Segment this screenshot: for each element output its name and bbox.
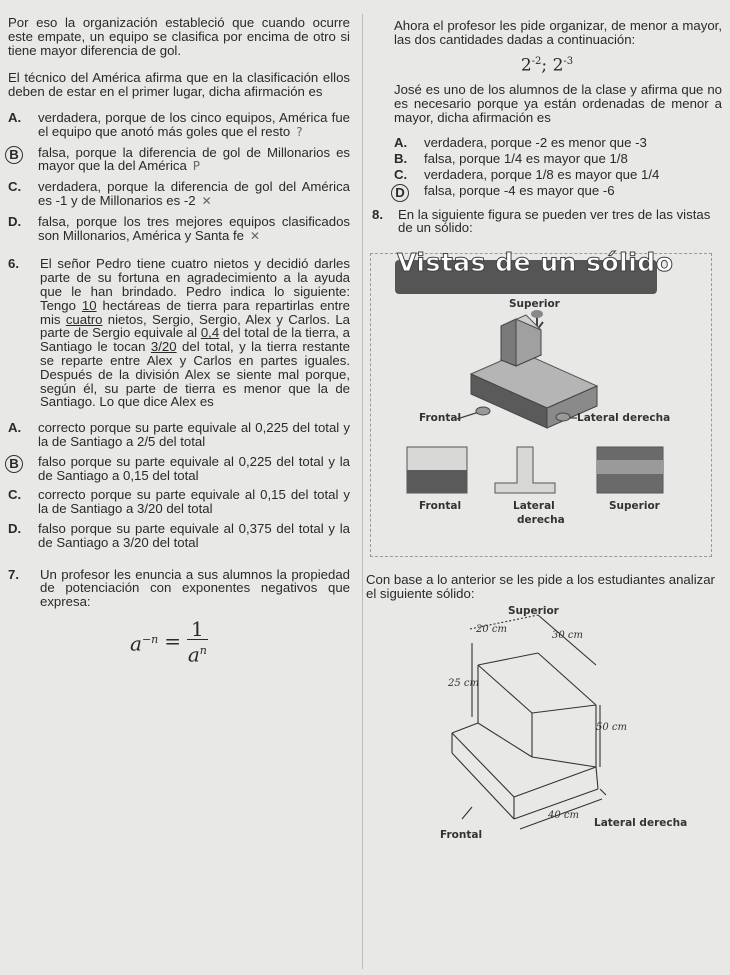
q8-text: En la siguiente figura se pueden ver tres de las vistas de un sólido: [398, 206, 711, 236]
dim-40-label: 40 cm [548, 809, 579, 821]
q6-text-3: nietos, Sergio, Sergio, Alex y Carlos. La parte de Sergio equivale al [40, 311, 350, 341]
superior-view-label: Superior [609, 500, 660, 513]
answer-option[interactable] [8, 455, 350, 483]
answer-text-content: verdadera, porque 1/8 es mayor que 1/4 [424, 167, 660, 183]
q6-hectares: 10 [81, 297, 97, 313]
solid-edge [532, 705, 596, 713]
answer-text [38, 111, 350, 140]
left-column [8, 16, 350, 666]
powers-expression [372, 55, 722, 76]
answer-text [424, 136, 722, 150]
answer-text-content: verdadera, porque la diferencia de gol del América es -1 y de Millonarios es -2 [38, 179, 350, 208]
solid-frontal-label: Frontal [440, 828, 483, 841]
q6-text-5: del total, y la tierra restante se reparte entre Alex y Carlos en partes iguales. Después de la división Alex se siente mal porque, según él, su parte de tierra es menor que la de Santiago. Lo que dice Alex es [40, 339, 350, 410]
question-7 [8, 568, 350, 666]
answer-option[interactable] [8, 522, 350, 550]
answer-option[interactable] [394, 168, 722, 182]
q6-text-4: del total de la tierra, a Santiago le tocan [40, 325, 351, 355]
question-6 [8, 257, 350, 409]
answer-text [424, 184, 722, 198]
solid-edge [478, 665, 532, 713]
negative-exponent-formula [130, 616, 350, 667]
solid-edge [452, 753, 514, 819]
answer-option[interactable] [394, 184, 722, 198]
lateral-view-label-2: derecha [517, 514, 565, 527]
answer-text [38, 215, 350, 244]
answer-text-content: verdadera, porque -2 es menor que -3 [424, 135, 647, 151]
formula-numerator: 1 [187, 619, 208, 640]
answer-text-content: falsa, porque 1/4 es mayor que 1/8 [424, 151, 628, 167]
answer-option[interactable] [8, 111, 350, 140]
answer-letter-circled: B [5, 455, 23, 473]
frontal-view-label: Frontal [419, 500, 462, 513]
answer-text-content: falsa, porque -4 es mayor que -6 [424, 182, 615, 198]
handwritten-mark: ✕ [201, 193, 212, 208]
q6-text-1: El señor Pedro tiene cuatro nietos y decidió darles parte de su fortuna en agradecimiento a la ayuda que le han brindado. Pedro indica lo siguiente: Tengo [40, 256, 350, 313]
q6-text [40, 257, 350, 409]
answer-text [38, 146, 350, 175]
frontal-label: Frontal [419, 412, 462, 425]
dim-30-label: 30 cm [552, 629, 583, 641]
answer-text [424, 152, 722, 166]
analysis-text: Con base a lo anterior se les pide a los estudiantes analizar el siguiente sólido: [366, 572, 715, 602]
solid-edge [538, 653, 596, 705]
answer-text [424, 168, 722, 182]
formula-lhs-base: a [130, 631, 142, 656]
figure-title: Vistas de un sólido [397, 248, 674, 278]
block-front-face [501, 319, 516, 366]
q7-number: 7. [8, 566, 19, 582]
handwritten-mark: P [192, 159, 201, 174]
answer-letter: A. [8, 420, 22, 436]
frontal-eye-icon [476, 407, 490, 415]
answer-text-content: falsa, porque la diferencia de gol de Millonarios es mayor que la del América [38, 144, 350, 174]
power-2-exp: -3 [563, 55, 574, 67]
q7-continuation: Ahora el profesor les pide organizar, de menor a mayor, las dos cantidades dadas a continuación: [394, 18, 722, 47]
lateral-view-label-1: Lateral [513, 500, 555, 513]
question-8 [372, 208, 722, 236]
solid-diagram [372, 604, 712, 867]
answer-letter: C. [394, 167, 408, 183]
q6-text-2: hectáreas de tierra para repartirlas entre mis [40, 297, 350, 327]
answer-text-content: correcto porque su parte equivale al 0,225 del total y la de Santiago a 2/5 del total [38, 420, 350, 449]
answer-letter-circled: B [5, 146, 23, 164]
answer-text [38, 455, 350, 483]
solid-edge [532, 757, 596, 767]
q6-sergio-part: 0,4 [200, 325, 220, 341]
answer-option[interactable] [394, 152, 722, 166]
answer-text-content: falso porque su parte equivale al 0,225 del total y la de Santiago a 0,15 del total [38, 453, 350, 483]
column-divider [362, 14, 363, 969]
q8-number: 8. [372, 206, 383, 222]
answer-option[interactable] [8, 215, 350, 244]
q6-santiago-part: 3/20 [150, 339, 177, 355]
dim-25-label: 25 cm [448, 677, 479, 689]
answer-letter: A. [394, 135, 408, 151]
power-1-exp: -2 [531, 55, 542, 67]
superior-view-band [597, 460, 663, 474]
formula-equals: = [164, 629, 182, 654]
answer-letter: D. [8, 213, 22, 229]
answer-option[interactable] [8, 421, 350, 449]
lateral-derecha-label: Lateral derecha [577, 412, 671, 425]
answer-text [38, 522, 350, 550]
answer-option[interactable] [394, 136, 722, 150]
superior-label: Superior [509, 298, 560, 311]
answer-option[interactable] [8, 146, 350, 175]
solid-edge [596, 767, 598, 789]
formula-lhs-exp: −n [141, 632, 159, 646]
power-2-base: 2 [552, 55, 564, 76]
solid-edge [478, 723, 532, 757]
answer-text-content: verdadera, porque de los cinco equipos, América fue el equipo que anotó más goles que el resto [38, 109, 350, 139]
lateral-arrow [600, 789, 606, 795]
lateral-view-shape [495, 447, 555, 493]
lateral-eye-icon [556, 413, 570, 421]
answer-option[interactable] [8, 180, 350, 209]
answer-letter-circled: D [391, 184, 409, 202]
answer-text-content: falsa, porque los tres mejores equipos clasificados son Millonarios, América y Santa fe [38, 213, 350, 243]
solid-superior-label: Superior [508, 604, 559, 617]
formula-denominator [188, 640, 207, 666]
q7-text: Un profesor les enuncia a sus alumnos la propiedad de potenciación con exponentes negativos que expresa: [40, 566, 350, 610]
right-column [366, 18, 722, 867]
solid-lateral-label: Lateral derecha [594, 816, 688, 829]
solid-edge [514, 767, 596, 797]
answer-text-content: correcto porque su parte equivale al 0,15 del total y la de Santiago a 3/20 del total [38, 487, 350, 517]
q6-grandchildren: cuatro [65, 311, 103, 327]
q5-options [8, 111, 350, 243]
formula-lhs [130, 631, 159, 656]
handwritten-mark: ? [296, 124, 303, 139]
formula-den-exp: n [199, 643, 207, 657]
answer-letter: B. [394, 151, 408, 167]
solid-views-figure [370, 248, 712, 557]
solid-edge [452, 733, 514, 797]
answer-text [38, 488, 350, 516]
answer-letter: D. [8, 520, 22, 536]
q5-claim: El técnico del América afirma que en la clasificación ellos deben de estar en el primer lugar, dicha afirmación es [8, 70, 350, 100]
jose-statement: José es uno de los alumnos de la clase y afirma que no es necesario porque ya están ordenadas de menor a mayor, dicha afirmación es [394, 82, 722, 125]
power-separator: ; [541, 55, 553, 76]
q6-number: 6. [8, 256, 19, 272]
answer-letter: C. [8, 487, 22, 503]
q7-options [372, 135, 722, 200]
dim-20-label: 20 cm [476, 623, 507, 635]
answer-text [38, 180, 350, 209]
q6-options [8, 421, 350, 549]
solid-edge [478, 653, 538, 665]
handwritten-mark: ✕ [249, 228, 261, 243]
answer-letter: C. [8, 179, 22, 195]
dim-50-label: 50 cm [596, 721, 627, 733]
q5-intro: Por eso la organización estableció que cuando ocurre este empate, un equipo se clasifica por encima de otro si tiene mayor diferencia de gol. [8, 15, 350, 58]
answer-text [38, 421, 350, 449]
answer-option[interactable] [8, 488, 350, 516]
formula-den-base: a [187, 642, 200, 667]
frontal-arrow [462, 807, 472, 819]
solid-edge [452, 723, 478, 733]
answer-text-content: falso porque su parte equivale al 0,375 del total y la de Santiago a 3/20 del total [38, 520, 350, 550]
answer-letter: A. [8, 109, 22, 125]
power-1-base: 2 [520, 55, 532, 76]
formula-fraction [187, 616, 208, 667]
frontal-view-base [407, 470, 467, 493]
